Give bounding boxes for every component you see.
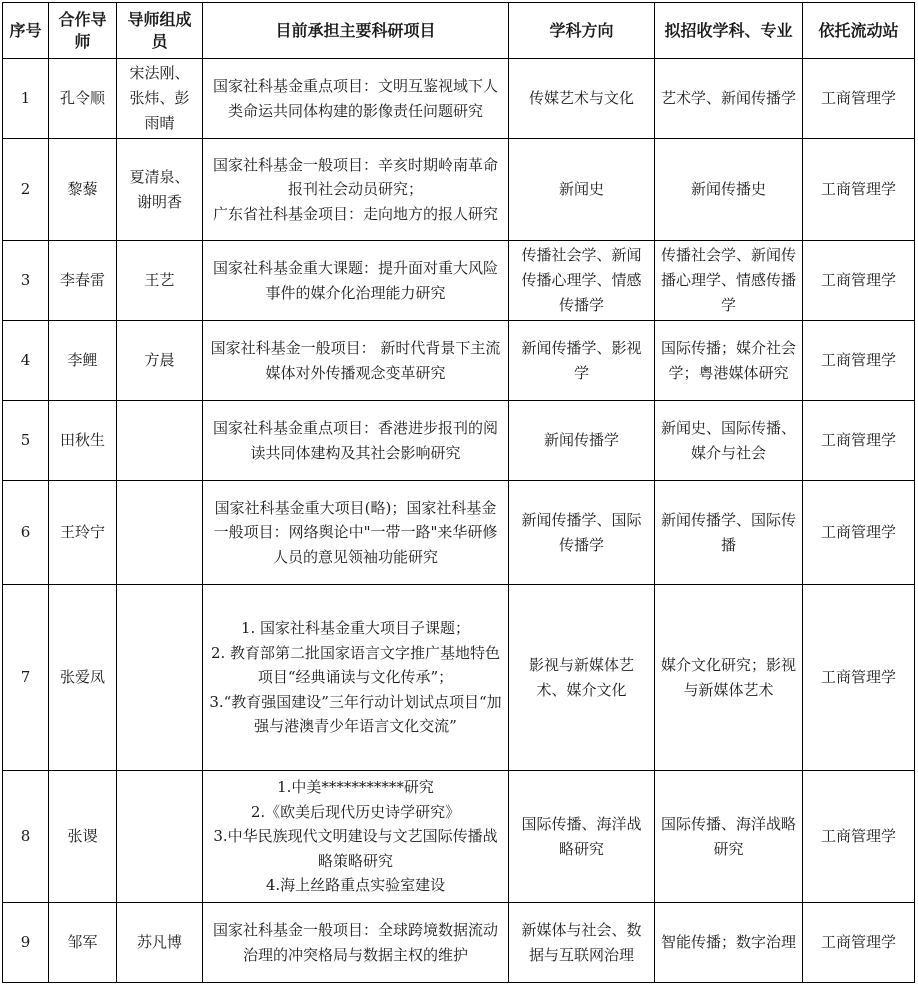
table-row	[3, 585, 915, 771]
row-direction: 新闻传播学、影视学	[509, 321, 655, 401]
project-line: 广东省社科基金项目：走向地方的报人研究	[212, 204, 498, 223]
project-line: 国家社科基金一般项目： 新时代背景下主流媒体对外传播观念变革研究	[210, 339, 501, 382]
project-line: 2.《欧美后现代历史诗学研究》	[250, 802, 461, 821]
header-station: 依托流动站	[803, 3, 915, 59]
row-mentor: 田秋生	[49, 401, 117, 481]
row-station: 工商管理学	[803, 401, 915, 481]
row-majors: 媒介文化研究；影视与新媒体艺术	[655, 585, 803, 771]
project-line: 国家社科基金重点项目：文明互鉴视域下人类命运共同体构建的影像责任问题研究	[212, 77, 498, 120]
project-line: 3.“教育强国建设”三年行动计划试点项目“加强与港澳青少年语言文化交流”	[209, 692, 502, 736]
row-majors: 新闻传播学、国际传播	[655, 481, 803, 585]
table-row	[3, 241, 915, 321]
table-row	[3, 771, 915, 903]
header-members: 导师组成员	[117, 3, 203, 59]
project-line: 3.中华民族现代文明建设与文艺国际传播战略策略研究	[213, 827, 498, 870]
row-station: 工商管理学	[803, 771, 915, 903]
project-line: 4.海上丝路重点实验室建设	[265, 876, 446, 895]
table-row	[3, 59, 915, 139]
row-direction: 新媒体与社会、数据与互联网治理	[509, 903, 655, 983]
table-row	[3, 903, 915, 983]
project-line: 1. 国家社科基金重大项目子课题；	[240, 619, 471, 638]
row-direction: 影视与新媒体艺术、媒介文化	[509, 585, 655, 771]
table-row	[3, 321, 915, 401]
row-majors: 国际传播、海洋战略研究	[655, 771, 803, 903]
row-members	[117, 585, 203, 771]
postdoc-mentor-table	[2, 2, 915, 983]
row-majors: 新闻传播史	[655, 139, 803, 241]
row-station: 工商管理学	[803, 903, 915, 983]
row-members	[117, 401, 203, 481]
row-projects	[203, 903, 509, 983]
row-no: 3	[3, 241, 49, 321]
row-members: 夏清泉、谢明香	[117, 139, 203, 241]
header-majors: 拟招收学科、专业	[655, 3, 803, 59]
project-line: 国家社科基金重大项目(略)；国家社科基金一般项目：网络舆论中"一带一路"来华研修人员的意见领袖功能研究	[213, 498, 498, 566]
row-mentor: 李鲤	[49, 321, 117, 401]
row-station: 工商管理学	[803, 59, 915, 139]
row-members	[117, 771, 203, 903]
row-members: 苏凡博	[117, 903, 203, 983]
row-members: 王艺	[117, 241, 203, 321]
row-majors: 智能传播；数字治理	[655, 903, 803, 983]
project-line: 1.中美***********研究	[277, 778, 434, 797]
project-line: 国家社科基金一般项目：全球跨境数据流动治理的冲突格局与数据主权的维护	[212, 921, 498, 964]
row-direction: 新闻传播学	[509, 401, 655, 481]
row-station: 工商管理学	[803, 585, 915, 771]
row-mentor: 李春雷	[49, 241, 117, 321]
table-row	[3, 481, 915, 585]
row-station: 工商管理学	[803, 139, 915, 241]
row-no: 7	[3, 585, 49, 771]
row-projects	[203, 241, 509, 321]
table-row	[3, 401, 915, 481]
row-direction: 传播社会学、新闻传播心理学、情感传播学	[509, 241, 655, 321]
header-projects: 目前承担主要科研项目	[203, 3, 509, 59]
row-majors: 国际传播；媒介社会学；粤港媒体研究	[655, 321, 803, 401]
row-no: 8	[3, 771, 49, 903]
row-direction: 新闻史	[509, 139, 655, 241]
row-mentor: 张谡	[49, 771, 117, 903]
row-projects	[203, 585, 509, 771]
row-members: 宋法刚、张炜、彭雨晴	[117, 59, 203, 139]
row-projects	[203, 481, 509, 585]
project-line: 国家社科基金重点项目：香港进步报刊的阅读共同体建构及其社会影响研究	[212, 419, 498, 462]
project-line: 2. 教育部第二批国家语言文字推广基地特色项目“经典诵读与文化传承”；	[210, 643, 501, 687]
row-mentor: 黎藜	[49, 139, 117, 241]
row-no: 2	[3, 139, 49, 241]
row-mentor: 王玲宁	[49, 481, 117, 585]
row-station: 工商管理学	[803, 241, 915, 321]
row-no: 4	[3, 321, 49, 401]
header-direction: 学科方向	[509, 3, 655, 59]
row-direction: 传媒艺术与文化	[509, 59, 655, 139]
row-mentor: 孔令顺	[49, 59, 117, 139]
row-mentor: 张爱凤	[49, 585, 117, 771]
row-majors: 艺术学、新闻传播学	[655, 59, 803, 139]
row-members: 方晨	[117, 321, 203, 401]
row-members	[117, 481, 203, 585]
project-line: 国家社科基金一般项目：辛亥时期岭南革命报刊社会动员研究；	[212, 155, 498, 199]
row-majors: 新闻史、国际传播、媒介与社会	[655, 401, 803, 481]
row-no: 6	[3, 481, 49, 585]
table-row	[3, 139, 915, 241]
row-projects	[203, 59, 509, 139]
header-row	[3, 3, 915, 59]
row-station: 工商管理学	[803, 481, 915, 585]
row-projects	[203, 401, 509, 481]
row-no: 1	[3, 59, 49, 139]
row-no: 9	[3, 903, 49, 983]
row-direction: 国际传播、海洋战略研究	[509, 771, 655, 903]
row-no: 5	[3, 401, 49, 481]
header-mentor: 合作导师	[49, 3, 117, 59]
project-line: 国家社科基金重大课题：提升面对重大风险事件的媒介化治理能力研究	[212, 259, 498, 302]
row-majors: 传播社会学、新闻传播心理学、情感传播学	[655, 241, 803, 321]
row-direction: 新闻传播学、国际传播学	[509, 481, 655, 585]
row-station: 工商管理学	[803, 321, 915, 401]
row-mentor: 邹军	[49, 903, 117, 983]
header-no: 序号	[3, 3, 49, 59]
row-projects	[203, 771, 509, 903]
row-projects	[203, 139, 509, 241]
row-projects	[203, 321, 509, 401]
